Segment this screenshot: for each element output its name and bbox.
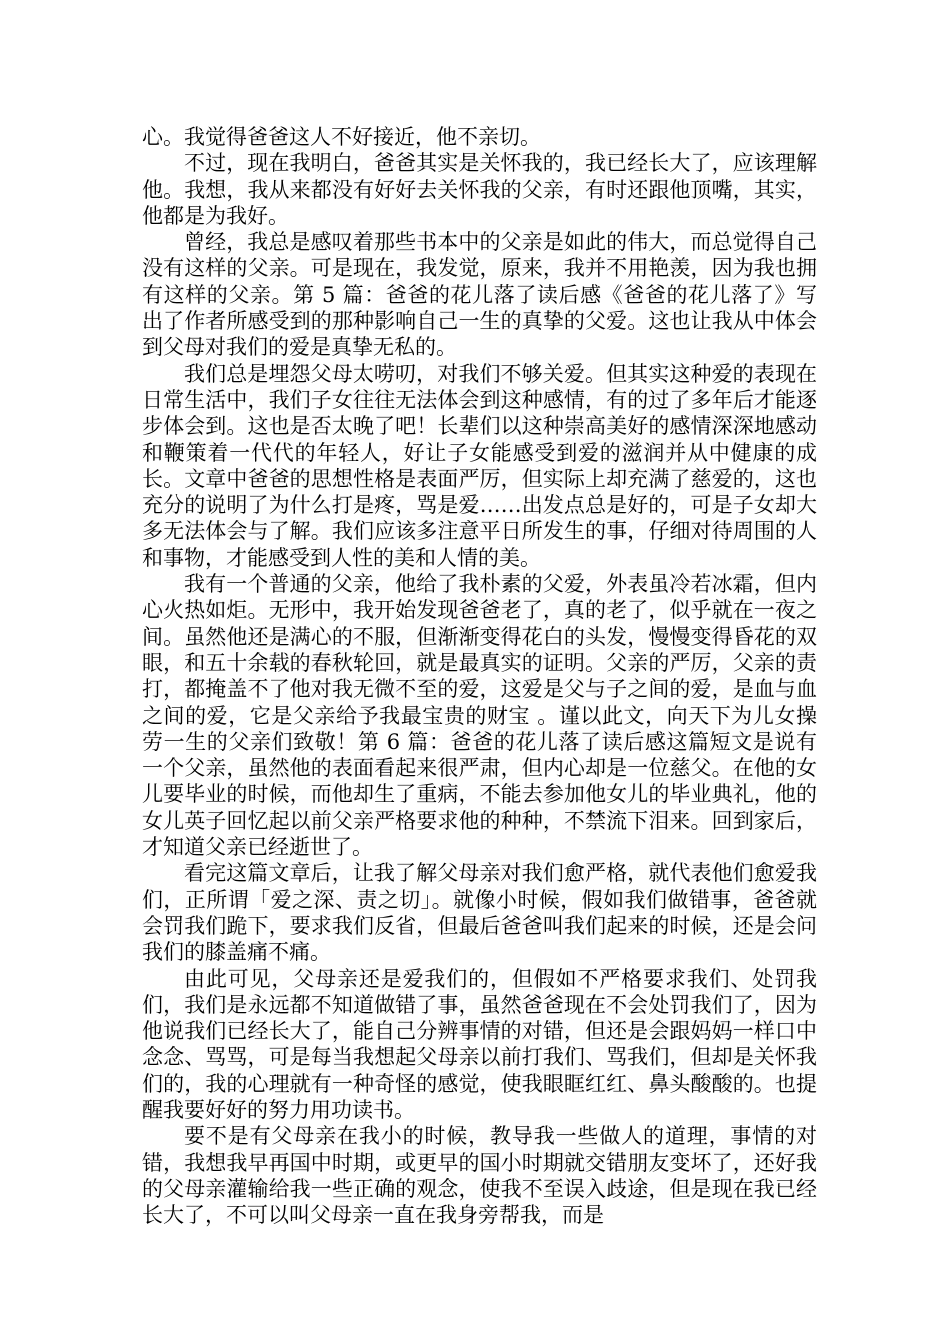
paragraph: 不过，现在我明白，爸爸其实是关怀我的，我已经长大了，应该理解他。我想，我从来都没有好好去关怀我的父亲，有时还跟他顶嘴，其实，他都是为我好。 xyxy=(142,151,817,228)
paragraph: 由此可见，父母亲还是爱我们的，但假如不严格要求我们、处罚我们，我们是永远都不知道做错了事，虽然爸爸现在不会处罚我们了，因为他说我们已经长大了，能自己分辨事情的对错，但还是会跟妈妈一样口中念念、骂骂，可是每当我想起父母亲以前打我们、骂我们，但却是关怀我们的，我的心理就有一种奇怪的感觉，使我眼眶红红、鼻头酸酸的。也提醒我要好好的努力用功读书。 xyxy=(142,966,817,1122)
paragraph: 看完这篇文章后，让我了解父母亲对我们愈严格，就代表他们愈爱我们，正所谓「爱之深、责之切」。就像小时候，假如我们做错事，爸爸就会罚我们跪下，要求我们反省，但最后爸爸叫我们起来的时候，还是会问我们的膝盖痛不痛。 xyxy=(142,861,817,965)
paragraph: 要不是有父母亲在我小的时候，教导我一些做人的道理，事情的对错，我想我早再国中时期，或更早的国小时期就交错朋友变坏了，还好我的父母亲灌输给我一些正确的观念，使我不至误入歧途，但是现在我已经长大了，不可以叫父母亲一直在我身旁帮我，而是 xyxy=(142,1124,817,1228)
paragraph: 我们总是埋怨父母太唠叨，对我们不够关爱。但其实这种爱的表现在日常生活中，我们子女往往无法体会到这种感情，有的过了多年后才能逐步体会到。这也是否太晚了吧！长辈们以这种崇高美好的感情深深地感动和鞭策着一代代的年轻人，好让子女能感受到爱的滋润并从中健康的成长。文章中爸爸的思想性格是表面严厉，但实际上却充满了慈爱的，这也充分的说明了为什么打是疼，骂是爱……出发点总是好的，可是子女却大多无法体会与了解。我们应该多注意平日所发生的事，仔细对待周围的人和事物，才能感受到人性的美和人情的美。 xyxy=(142,361,817,570)
document-body xyxy=(142,124,817,1228)
paragraph: 曾经，我总是感叹着那些书本中的父亲是如此的伟大，而总觉得自己没有这样的父亲。可是现在，我发觉，原来，我并不用艳羡，因为我也拥有这样的父亲。第 5 篇：爸爸的花儿落了读后感《爸爸的花儿落了》写出了作者所感受到的那种影响自己一生的真挚的父爱。这也让我从中体会到父母对我们的爱是真挚无私的。 xyxy=(142,230,817,360)
paragraph: 我有一个普通的父亲，他给了我朴素的父爱，外表虽冷若冰霜，但内心火热如炬。无形中，我开始发现爸爸老了，真的老了，似乎就在一夜之间。虽然他还是满心的不服，但渐渐变得花白的头发，慢慢变得昏花的双眼，和五十余载的春秋轮回，就是最真实的证明。父亲的严厉，父亲的责打，都掩盖不了他对我无微不至的爱，这爱是父与子之间的爱，是血与血之间的爱，它是父亲给予我最宝贵的财宝 。谨以此文，向天下为儿女操劳一生的父亲们致敬！第 6 篇：爸爸的花儿落了读后感这篇短文是说有一个父亲，虽然他的表面看起来很严肃，但内心却是一位慈父。在他的女儿要毕业的时候，而他却生了重病，不能去参加他女儿的毕业典礼，他的女儿英子回忆起以前父亲严格要求他的种种，不禁流下泪来。回到家后，才知道父亲已经逝世了。 xyxy=(142,572,817,860)
paragraph-continuation: 心。我觉得爸爸这人不好接近，他不亲切。 xyxy=(142,125,541,149)
